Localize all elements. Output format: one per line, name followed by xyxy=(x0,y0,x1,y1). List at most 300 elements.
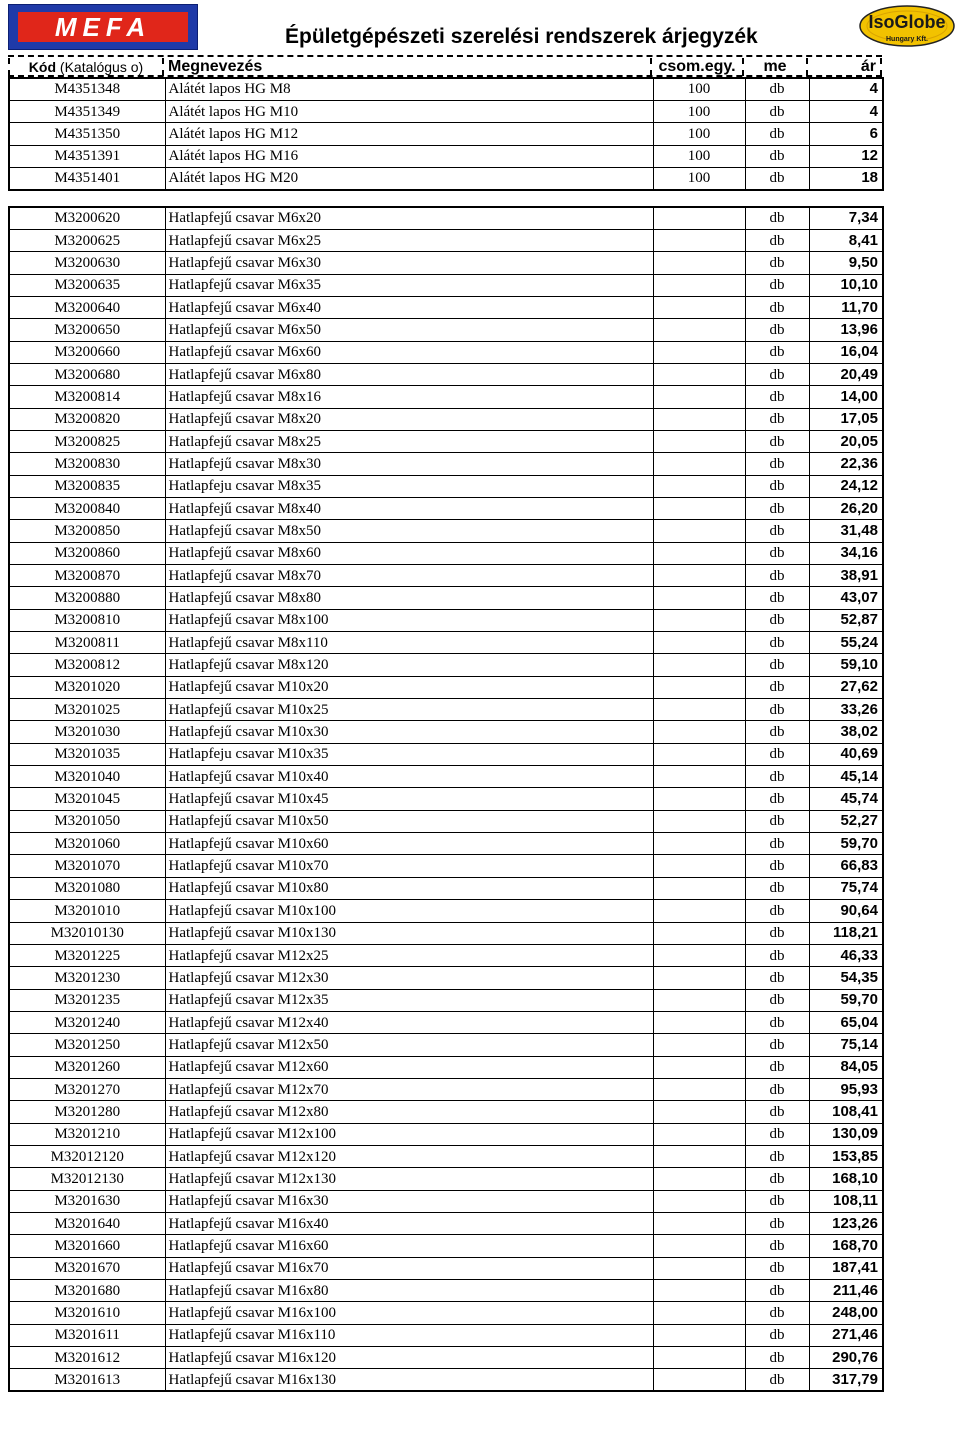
cell-price: 31,48 xyxy=(809,520,883,542)
cell-name: Hatlapfejű csavar M10x80 xyxy=(165,877,653,899)
table-row xyxy=(9,1168,883,1190)
cell-price: 14,00 xyxy=(809,386,883,408)
table-row xyxy=(9,100,883,122)
cell-name: Hatlapfejű csavar M8x80 xyxy=(165,587,653,609)
table-row xyxy=(9,520,883,542)
cell-price: 95,93 xyxy=(809,1078,883,1100)
cell-code: M3200650 xyxy=(9,319,165,341)
cell-name: Hatlapfejű csavar M6x30 xyxy=(165,252,653,274)
cell-pack xyxy=(653,877,745,899)
cell-name: Hatlapfejű csavar M8x16 xyxy=(165,386,653,408)
cell-unit: db xyxy=(745,1168,809,1190)
cell-price: 59,10 xyxy=(809,654,883,676)
column-header-unit: me xyxy=(744,58,808,76)
page-title: Épületgépészeti szerelési rendszerek árjegyzék xyxy=(285,25,758,48)
cell-unit: db xyxy=(745,632,809,654)
cell-price: 55,24 xyxy=(809,632,883,654)
table-row xyxy=(9,319,883,341)
cell-name: Hatlapfejű csavar M12x30 xyxy=(165,967,653,989)
cell-name: Hatlapfejű csavar M12x100 xyxy=(165,1123,653,1145)
cell-name: Hatlapfejű csavar M6x20 xyxy=(165,207,653,229)
cell-name: Hatlapfejű csavar M16x100 xyxy=(165,1302,653,1324)
table-row xyxy=(9,78,883,100)
cell-code: M3201680 xyxy=(9,1280,165,1302)
cell-pack xyxy=(653,944,745,966)
cell-unit: db xyxy=(745,542,809,564)
washer-price-table xyxy=(8,77,884,191)
cell-name: Hatlapfejű csavar M8x100 xyxy=(165,609,653,631)
cell-code: M32012120 xyxy=(9,1145,165,1167)
cell-code: M3201613 xyxy=(9,1369,165,1391)
cell-name: Hatlapfejű csavar M6x35 xyxy=(165,274,653,296)
cell-pack xyxy=(653,296,745,318)
table-row xyxy=(9,699,883,721)
cell-name: Hatlapfejű csavar M10x40 xyxy=(165,766,653,788)
cell-unit: db xyxy=(745,989,809,1011)
cell-price: 20,05 xyxy=(809,430,883,452)
cell-price: 20,49 xyxy=(809,363,883,385)
cell-name: Hatlapfeju csavar M8x35 xyxy=(165,475,653,497)
cell-unit: db xyxy=(745,497,809,519)
cell-pack xyxy=(653,363,745,385)
cell-unit: db xyxy=(745,363,809,385)
table-row xyxy=(9,788,883,810)
cell-price: 43,07 xyxy=(809,587,883,609)
cell-code: M3201050 xyxy=(9,810,165,832)
cell-price: 75,74 xyxy=(809,877,883,899)
cell-pack xyxy=(653,565,745,587)
cell-name: Hatlapfejű csavar M16x30 xyxy=(165,1190,653,1212)
cell-price: 248,00 xyxy=(809,1302,883,1324)
cell-price: 27,62 xyxy=(809,676,883,698)
table-row xyxy=(9,229,883,251)
cell-pack xyxy=(653,341,745,363)
cell-price: 187,41 xyxy=(809,1257,883,1279)
table-row xyxy=(9,833,883,855)
cell-pack xyxy=(653,833,745,855)
cell-code: M3200870 xyxy=(9,565,165,587)
cell-price: 22,36 xyxy=(809,453,883,475)
cell-code: M3201260 xyxy=(9,1056,165,1078)
cell-price: 123,26 xyxy=(809,1212,883,1234)
cell-code: M3200640 xyxy=(9,296,165,318)
cell-pack xyxy=(653,743,745,765)
cell-price: 54,35 xyxy=(809,967,883,989)
cell-unit: db xyxy=(745,145,809,167)
cell-code: M4351350 xyxy=(9,123,165,145)
table-row xyxy=(9,1257,883,1279)
cell-price: 66,83 xyxy=(809,855,883,877)
table-row xyxy=(9,274,883,296)
cell-code: M3201610 xyxy=(9,1302,165,1324)
cell-pack xyxy=(653,587,745,609)
cell-price: 40,69 xyxy=(809,743,883,765)
cell-price: 38,91 xyxy=(809,565,883,587)
table-row xyxy=(9,676,883,698)
cell-unit: db xyxy=(745,721,809,743)
cell-pack xyxy=(653,1257,745,1279)
cell-name: Hatlapfejű csavar M10x60 xyxy=(165,833,653,855)
cell-pack xyxy=(653,900,745,922)
cell-unit: db xyxy=(745,475,809,497)
cell-name: Alátét lapos HG M16 xyxy=(165,145,653,167)
cell-price: 108,41 xyxy=(809,1101,883,1123)
cell-code: M3200810 xyxy=(9,609,165,631)
cell-pack xyxy=(653,1190,745,1212)
cell-name: Hatlapfejű csavar M8x110 xyxy=(165,632,653,654)
cell-name: Hatlapfejű csavar M8x40 xyxy=(165,497,653,519)
table-row xyxy=(9,877,883,899)
table-row xyxy=(9,743,883,765)
table-row xyxy=(9,296,883,318)
cell-price: 168,70 xyxy=(809,1235,883,1257)
table-row xyxy=(9,167,883,189)
cell-pack xyxy=(653,766,745,788)
table-row xyxy=(9,475,883,497)
cell-unit: db xyxy=(745,1235,809,1257)
cell-unit: db xyxy=(745,100,809,122)
cell-price: 108,11 xyxy=(809,1190,883,1212)
cell-pack xyxy=(653,1011,745,1033)
cell-pack xyxy=(653,497,745,519)
table-row xyxy=(9,855,883,877)
cell-name: Hatlapfejű csavar M16x80 xyxy=(165,1280,653,1302)
cell-price: 130,09 xyxy=(809,1123,883,1145)
cell-code: M3201045 xyxy=(9,788,165,810)
cell-code: M3201240 xyxy=(9,1011,165,1033)
cell-pack xyxy=(653,1302,745,1324)
cell-name: Hatlapfejű csavar M8x25 xyxy=(165,430,653,452)
cell-name: Hatlapfejű csavar M10x130 xyxy=(165,922,653,944)
cell-pack xyxy=(653,1369,745,1391)
table-row xyxy=(9,1347,883,1369)
cell-pack: 100 xyxy=(653,145,745,167)
cell-pack xyxy=(653,632,745,654)
cell-unit: db xyxy=(745,833,809,855)
cell-pack xyxy=(653,967,745,989)
cell-price: 46,33 xyxy=(809,944,883,966)
cell-unit: db xyxy=(745,922,809,944)
cell-name: Hatlapfejű csavar M12x60 xyxy=(165,1056,653,1078)
cell-code: M3200635 xyxy=(9,274,165,296)
cell-unit: db xyxy=(745,1145,809,1167)
table-row xyxy=(9,900,883,922)
cell-name: Hatlapfejű csavar M8x30 xyxy=(165,453,653,475)
cell-pack: 100 xyxy=(653,78,745,100)
cell-code: M4351391 xyxy=(9,145,165,167)
cell-unit: db xyxy=(745,453,809,475)
cell-name: Hatlapfejű csavar M12x40 xyxy=(165,1011,653,1033)
cell-name: Hatlapfejű csavar M10x70 xyxy=(165,855,653,877)
cell-unit: db xyxy=(745,1324,809,1346)
cell-pack xyxy=(653,609,745,631)
cell-name: Alátét lapos HG M8 xyxy=(165,78,653,100)
cell-pack xyxy=(653,676,745,698)
cell-pack xyxy=(653,1235,745,1257)
cell-price: 290,76 xyxy=(809,1347,883,1369)
cell-unit: db xyxy=(745,229,809,251)
cell-unit: db xyxy=(745,944,809,966)
cell-price: 45,14 xyxy=(809,766,883,788)
table-row xyxy=(9,587,883,609)
cell-code: M3201010 xyxy=(9,900,165,922)
cell-pack xyxy=(653,855,745,877)
cell-unit: db xyxy=(745,1034,809,1056)
cell-price: 59,70 xyxy=(809,989,883,1011)
cell-name: Alátét lapos HG M10 xyxy=(165,100,653,122)
cell-name: Hatlapfejű csavar M6x50 xyxy=(165,319,653,341)
cell-code: M3201035 xyxy=(9,743,165,765)
cell-pack xyxy=(653,989,745,1011)
cell-price: 24,12 xyxy=(809,475,883,497)
cell-pack xyxy=(653,1324,745,1346)
cell-code: M3200820 xyxy=(9,408,165,430)
table-row xyxy=(9,1056,883,1078)
cell-code: M4351349 xyxy=(9,100,165,122)
table-row xyxy=(9,1078,883,1100)
table-row xyxy=(9,408,883,430)
cell-unit: db xyxy=(745,408,809,430)
cell-price: 317,79 xyxy=(809,1369,883,1391)
cell-pack xyxy=(653,1280,745,1302)
cell-name: Hatlapfejű csavar M12x50 xyxy=(165,1034,653,1056)
cell-name: Hatlapfejű csavar M12x120 xyxy=(165,1145,653,1167)
cell-code: M3200825 xyxy=(9,430,165,452)
cell-name: Hatlapfejű csavar M10x50 xyxy=(165,810,653,832)
cell-price: 16,04 xyxy=(809,341,883,363)
table-row xyxy=(9,252,883,274)
cell-price: 11,70 xyxy=(809,296,883,318)
table-row xyxy=(9,989,883,1011)
cell-pack xyxy=(653,430,745,452)
cell-code: M3201611 xyxy=(9,1324,165,1346)
cell-unit: db xyxy=(745,207,809,229)
cell-unit: db xyxy=(745,386,809,408)
column-header-row xyxy=(8,55,882,77)
cell-name: Hatlapfejű csavar M6x80 xyxy=(165,363,653,385)
cell-price: 13,96 xyxy=(809,319,883,341)
cell-name: Hatlapfejű csavar M12x25 xyxy=(165,944,653,966)
cell-price: 4 xyxy=(809,78,883,100)
cell-price: 33,26 xyxy=(809,699,883,721)
cell-price: 65,04 xyxy=(809,1011,883,1033)
table-row xyxy=(9,609,883,631)
table-row xyxy=(9,453,883,475)
cell-code: M3200625 xyxy=(9,229,165,251)
cell-code: M3201070 xyxy=(9,855,165,877)
cell-price: 118,21 xyxy=(809,922,883,944)
table-row xyxy=(9,1034,883,1056)
bolt-price-table xyxy=(8,206,884,1392)
cell-unit: db xyxy=(745,1280,809,1302)
cell-price: 168,10 xyxy=(809,1168,883,1190)
table-row xyxy=(9,632,883,654)
cell-unit: db xyxy=(745,319,809,341)
cell-unit: db xyxy=(745,900,809,922)
table-row xyxy=(9,1123,883,1145)
table-row xyxy=(9,810,883,832)
cell-price: 52,27 xyxy=(809,810,883,832)
cell-unit: db xyxy=(745,341,809,363)
cell-name: Hatlapfejű csavar M10x25 xyxy=(165,699,653,721)
cell-code: M3200660 xyxy=(9,341,165,363)
cell-pack xyxy=(653,408,745,430)
cell-price: 211,46 xyxy=(809,1280,883,1302)
cell-code: M4351401 xyxy=(9,167,165,189)
cell-pack xyxy=(653,386,745,408)
cell-code: M3201670 xyxy=(9,1257,165,1279)
cell-name: Hatlapfejű csavar M16x40 xyxy=(165,1212,653,1234)
cell-unit: db xyxy=(745,167,809,189)
cell-pack xyxy=(653,1034,745,1056)
cell-pack xyxy=(653,229,745,251)
cell-pack xyxy=(653,788,745,810)
column-header-pack: csom.egy. xyxy=(652,58,744,76)
cell-pack xyxy=(653,1347,745,1369)
cell-code: M3200630 xyxy=(9,252,165,274)
cell-price: 34,16 xyxy=(809,542,883,564)
cell-price: 271,46 xyxy=(809,1324,883,1346)
table-row xyxy=(9,123,883,145)
table-row xyxy=(9,363,883,385)
cell-code: M3201235 xyxy=(9,989,165,1011)
cell-pack: 100 xyxy=(653,167,745,189)
cell-unit: db xyxy=(745,609,809,631)
table-row xyxy=(9,1280,883,1302)
cell-unit: db xyxy=(745,587,809,609)
cell-price: 10,10 xyxy=(809,274,883,296)
cell-code: M3200680 xyxy=(9,363,165,385)
cell-unit: db xyxy=(745,743,809,765)
table-row xyxy=(9,1145,883,1167)
cell-name: Hatlapfejű csavar M12x35 xyxy=(165,989,653,1011)
table-row xyxy=(9,654,883,676)
cell-code: M3200835 xyxy=(9,475,165,497)
cell-pack xyxy=(653,699,745,721)
table-row xyxy=(9,721,883,743)
cell-price: 4 xyxy=(809,100,883,122)
table-row xyxy=(9,1190,883,1212)
table-row xyxy=(9,1369,883,1391)
cell-unit: db xyxy=(745,1056,809,1078)
cell-code: M3200860 xyxy=(9,542,165,564)
isoglobe-logo xyxy=(858,4,956,48)
cell-name: Hatlapfejű csavar M8x120 xyxy=(165,654,653,676)
isoglobe-logo-subtext: Hungary Kft. xyxy=(886,36,928,43)
cell-unit: db xyxy=(745,676,809,698)
table-row xyxy=(9,1302,883,1324)
cell-unit: db xyxy=(745,1078,809,1100)
cell-pack xyxy=(653,1212,745,1234)
cell-pack: 100 xyxy=(653,123,745,145)
cell-pack xyxy=(653,1078,745,1100)
table-row xyxy=(9,922,883,944)
table-row xyxy=(9,967,883,989)
cell-name: Hatlapfejű csavar M10x20 xyxy=(165,676,653,698)
cell-unit: db xyxy=(745,430,809,452)
cell-code: M4351348 xyxy=(9,78,165,100)
cell-unit: db xyxy=(745,967,809,989)
table-row xyxy=(9,497,883,519)
cell-code: M3200814 xyxy=(9,386,165,408)
cell-price: 18 xyxy=(809,167,883,189)
cell-unit: db xyxy=(745,810,809,832)
cell-unit: db xyxy=(745,520,809,542)
cell-unit: db xyxy=(745,699,809,721)
cell-pack xyxy=(653,274,745,296)
cell-unit: db xyxy=(745,252,809,274)
table-row xyxy=(9,1235,883,1257)
cell-unit: db xyxy=(745,855,809,877)
cell-pack xyxy=(653,1168,745,1190)
cell-pack xyxy=(653,721,745,743)
cell-code: M32012130 xyxy=(9,1168,165,1190)
cell-pack: 100 xyxy=(653,100,745,122)
cell-name: Hatlapfejű csavar M16x110 xyxy=(165,1324,653,1346)
cell-name: Hatlapfejű csavar M6x60 xyxy=(165,341,653,363)
cell-unit: db xyxy=(745,1302,809,1324)
cell-pack xyxy=(653,475,745,497)
table-row xyxy=(9,1101,883,1123)
cell-code: M32010130 xyxy=(9,922,165,944)
cell-unit: db xyxy=(745,877,809,899)
cell-code: M3200840 xyxy=(9,497,165,519)
cell-price: 9,50 xyxy=(809,252,883,274)
cell-pack xyxy=(653,1123,745,1145)
cell-pack xyxy=(653,1056,745,1078)
column-header-price: ár xyxy=(808,58,882,76)
cell-pack xyxy=(653,520,745,542)
cell-unit: db xyxy=(745,565,809,587)
cell-unit: db xyxy=(745,1190,809,1212)
table-row xyxy=(9,565,883,587)
cell-pack xyxy=(653,453,745,475)
cell-name: Hatlapfejű csavar M12x130 xyxy=(165,1168,653,1190)
cell-code: M3201630 xyxy=(9,1190,165,1212)
cell-code: M3200811 xyxy=(9,632,165,654)
cell-name: Hatlapfejű csavar M10x30 xyxy=(165,721,653,743)
cell-price: 90,64 xyxy=(809,900,883,922)
cell-code: M3201225 xyxy=(9,944,165,966)
cell-price: 7,34 xyxy=(809,207,883,229)
cell-unit: db xyxy=(745,78,809,100)
cell-code: M3200812 xyxy=(9,654,165,676)
cell-unit: db xyxy=(745,123,809,145)
mefa-logo-text: MEFA xyxy=(18,12,188,42)
cell-name: Hatlapfejű csavar M16x70 xyxy=(165,1257,653,1279)
cell-unit: db xyxy=(745,1347,809,1369)
cell-name: Hatlapfejű csavar M12x80 xyxy=(165,1101,653,1123)
table-row xyxy=(9,207,883,229)
cell-price: 45,74 xyxy=(809,788,883,810)
cell-code: M3201030 xyxy=(9,721,165,743)
cell-unit: db xyxy=(745,296,809,318)
cell-pack xyxy=(653,319,745,341)
cell-unit: db xyxy=(745,788,809,810)
cell-code: M3201270 xyxy=(9,1078,165,1100)
table-row xyxy=(9,430,883,452)
cell-code: M3201040 xyxy=(9,766,165,788)
cell-pack xyxy=(653,810,745,832)
table-row xyxy=(9,944,883,966)
cell-unit: db xyxy=(745,766,809,788)
cell-pack xyxy=(653,207,745,229)
cell-name: Hatlapfejű csavar M6x25 xyxy=(165,229,653,251)
cell-code: M3201660 xyxy=(9,1235,165,1257)
cell-name: Hatlapfejű csavar M8x50 xyxy=(165,520,653,542)
cell-code: M3200620 xyxy=(9,207,165,229)
cell-code: M3201250 xyxy=(9,1034,165,1056)
